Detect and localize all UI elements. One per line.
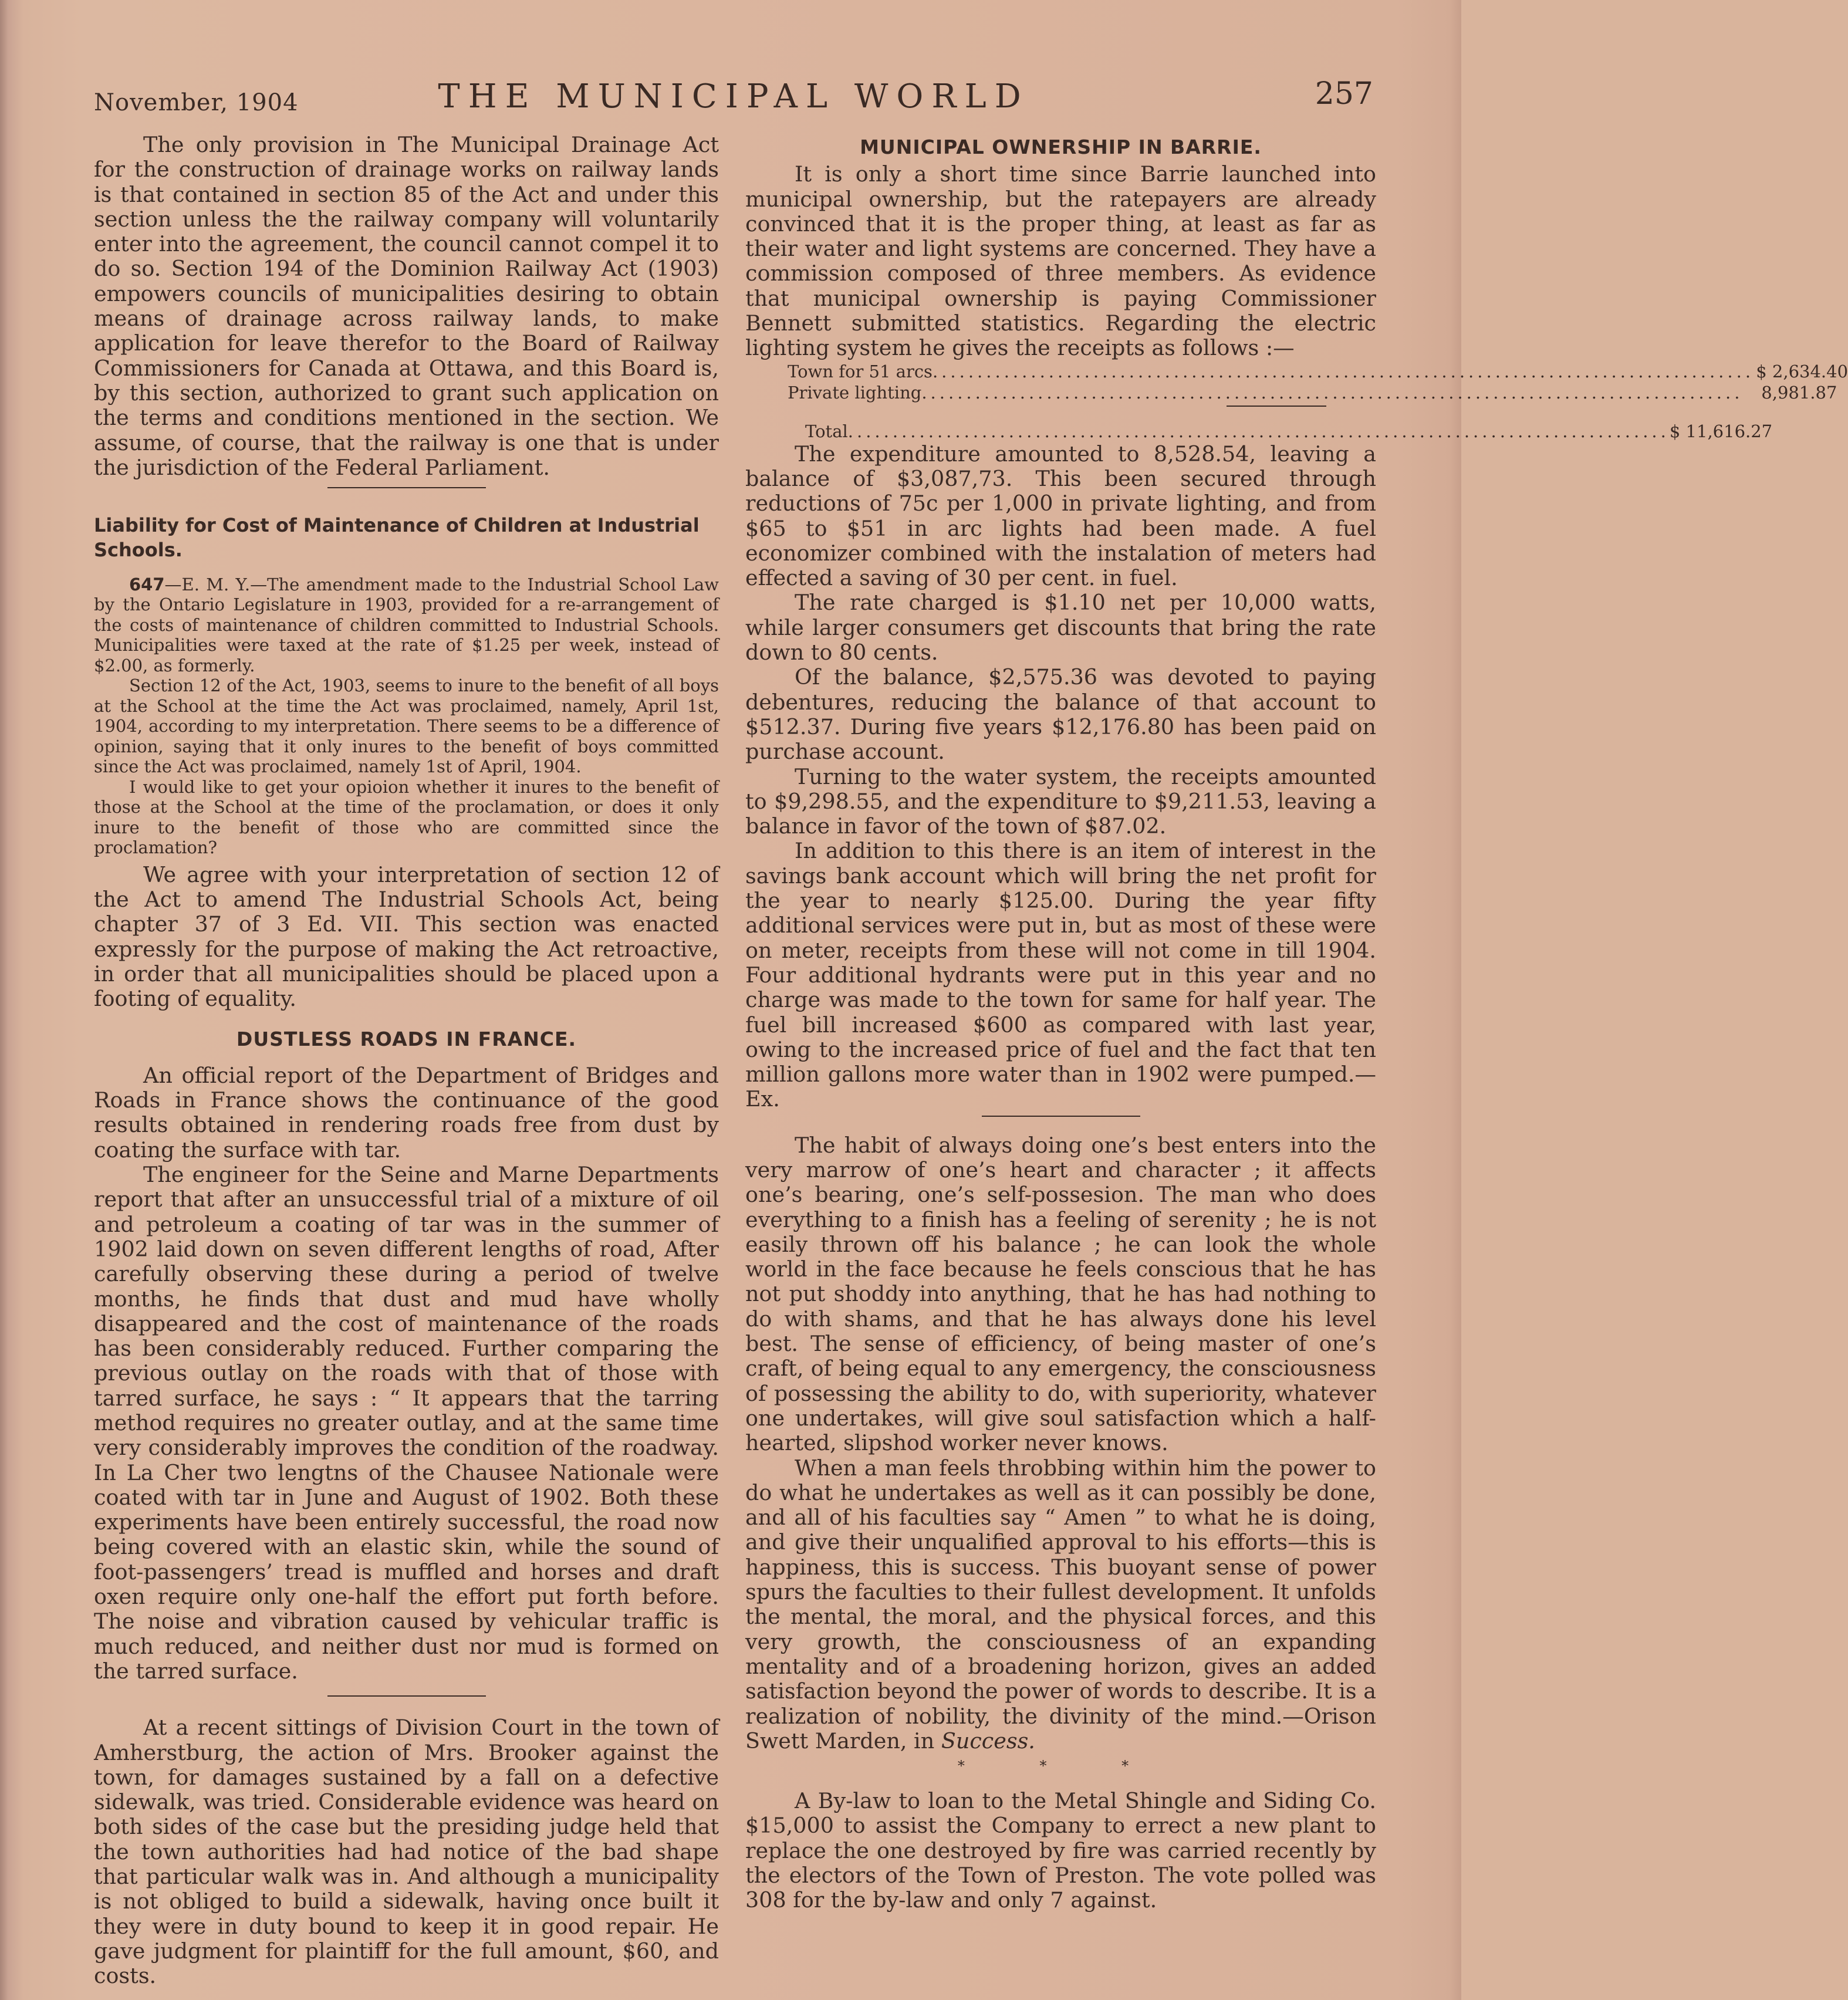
section-divider xyxy=(982,1116,1140,1117)
issue-date: November, 1904 xyxy=(94,89,299,116)
receipt-row: Town for 51 arcs ............................................................................................ $ 2,634.40 xyxy=(788,361,1848,381)
query-paragraph-3: I would like to get your opioion whether it inures to the benefit of those at the School at the time of the proclamation, or does it only inure to the benefit of those who are committed since the proclamation? xyxy=(94,776,719,858)
query-paragraph-2: Section 12 of the Act, 1903, seems to inure to the benefit of all boys at the School at the time the Act was proclaimed, namely, April 1st, 1904, according to my interpretation. There seems to be a difference of opinion, saying that it only inures to the benefit of boys committed since the Act was proclaimed, namely 1st of April, 1904. xyxy=(94,675,719,777)
barrie-paragraph-4: Of the balance, $2,575.36 was devoted to paying debentures, reducing the balance of that account to $512.37. During five years $12,176.80 has been paid on purchase account. xyxy=(745,664,1376,765)
barrie-paragraph-3: The rate charged is $1.10 net per 10,000 watts, while larger consumers get discounts that bring the rate down to 80 cents. xyxy=(745,590,1376,665)
receipt-total-row: Total ............................................................................................ $ 11,616.27 xyxy=(805,421,1773,441)
publication-title: THE MUNICIPAL WORLD xyxy=(438,77,1029,116)
barrie-heading: MUNICIPAL OWNERSHIP IN BARRIE. xyxy=(860,136,1262,158)
section-divider xyxy=(327,1695,486,1697)
reader-query xyxy=(94,575,719,858)
receipt-row: Private lighting ............................................................................................ 8,981.87 xyxy=(788,382,1837,403)
page-number: 257 xyxy=(1315,76,1373,112)
receipts-table xyxy=(788,361,1848,442)
query-paragraph-1: 647—E. M. Y.—The amendment made to the Industrial School Law by the Ontario Legislature in 1903, provided for a re-arrangement of the costs of maintenance of children committed to Industrial Schools. Municipalities were taxed at the rate of $1.25 per week, instead of $2.00, as formerly. xyxy=(94,574,719,675)
barrie-paragraph-6: In addition to this there is an item of interest in the savings bank account which will bring the net profit for the year to nearly $125.00. During the year fifty additional services were put in, but as most of these were on meter, receipts from these will not come in till 1904. Four additional hydrants were put in this year and no charge was made to the town for same for half year. The fuel bill increased $600 as compared with last year, owing to the increased price of fuel and the fact that ten million gallons more water than in 1902 were pumped.—Ex. xyxy=(745,838,1376,1112)
drainage-paragraph: The only provision in The Municipal Drainage Act for the construction of drainage works on railway lands is that contained in section 85 of the Act and under this section unless the the railway company will voluntarily enter into the agreement, the council cannot compel it to do so. Section 194 of the Dominion Railway Act (1903) empowers councils of municipalities desiring to obtain means of drainage across railway lands, to make application for leave therefor to the Board of Railway Commissioners for Canada at Ottawa, and this Board is, by this section, authorized to grant such application on the terms and conditions mentioned in the section. We assume, of course, that the railway is one that is under the jurisdiction of the Federal Parliament. xyxy=(94,132,719,480)
page-header xyxy=(94,73,1373,120)
query-number: 647 xyxy=(129,574,165,594)
barrie-paragraph-1: It is only a short time since Barrie launched into municipal ownership, but the ratepayers are already convinced that it is the proper thing, at least as far as their water and light systems are concerned. They have a commission composed of three members. As evidence that municipal ownership is paying Commissioner Bennett submitted statistics. Regarding the electric lighting system he gives the receipts as follows :— xyxy=(745,161,1376,361)
dustless-paragraph-1: An official report of the Department of Bridges and Roads in France shows the continuance of the good results obtained in rendering roads free from dust by coating the surface with tar. xyxy=(94,1062,719,1163)
source-title: Success. xyxy=(941,1728,1035,1754)
barrie-paragraph-2: The expenditure amounted to 8,528.54, leaving a balance of $3,087,73. This been secured through reductions of 75c per 1,000 in private lighting, and from $65 to $51 in arc lights had been made. A fuel economizer combined with the instalation of meters had effected a saving of 30 per cent. in fuel. xyxy=(745,441,1376,591)
habit-paragraph-2: When a man feels throbbing within him the power to do what he undertakes as well as it can possibly be done, and all of his faculties say “ Amen ” to what he is doing, and give their unqualified approval to his efforts—this is happiness, this is success. This buoyant sense of power spurs the faculties to their fullest development. It unfolds the mental, the moral, and the physical forces, and this very growth, the consciousness of an expanding mentality and of a broadening horizon, gives an added satisfaction beyond the power of words to describe. It is a realization of nobility, the divinity of the mind.—Orison Swett Marden, in Success. xyxy=(745,1455,1376,1754)
liability-heading: Liability for Cost of Maintenance of Children at Industrial Schools. xyxy=(94,514,700,562)
answer-paragraph: We agree with your interpretation of section 12 of the Act to amend The Industrial Schools Act, being chapter 37 of 3 Ed. VII. This section was enacted expressly for the purpose of making the Act retroactive, in order that all municipalities should be placed upon a footing of equality. xyxy=(94,862,719,1012)
dustless-paragraph-2: The engineer for the Seine and Marne Departments report that after an unsuccessful trial of a mixture of oil and petroleum a coating of tar was in the summer of 1902 laid down on seven different lengths of road, After carefully observing these during a period of twelve months, he finds that dust and mud have wholly disappeared and the cost of maintenance of the roads has been considerably reduced. Further comparing the previous outlay on the roads with that of those with tarred surface, he says : “ It appears that the tarring method requires no greater outlay, and at the same time very considerably improves the condition of the roadway. In La Cher two lengtns of the Chausee Nationale were coated with tar in June and August of 1902. Both these experiments have been entirely successful, the road now being covered with an elastic skin, while the sound of foot-passengers’ tread is muffled and horses and draft oxen require only one-half the effort put forth before. The noise and vibration caused by vehicular traffic is much reduced, and neither dust nor mud is formed on the tarred surface. xyxy=(94,1162,719,1684)
amherstburg-paragraph: At a recent sittings of Division Court in the town of Amherstburg, the action of Mrs. Brooker against the town, for damages sustained by a fall on a defective sidewalk, was tried. Considerable evidence was heard on both sides of the case but the presiding judge held that the town authorities had had notice of the bad shape that particular walk was in. And although a municipality is not obliged to build a sidewalk, having once built it they were in duty bound to keep it in good repair. He gave judgment for plaintiff for the full amount, $60, and costs. xyxy=(94,1715,719,1989)
dustless-roads-heading: DUSTLESS ROADS IN FRANCE. xyxy=(236,1027,577,1050)
sum-rule xyxy=(1227,406,1326,407)
right-column xyxy=(745,133,1848,1913)
barrie-paragraph-5: Turning to the water system, the receipts amounted to $9,298.55, and the expenditure to $9,211.53, leaving a balance in favor of the town of $87.02. xyxy=(745,763,1376,839)
section-divider xyxy=(327,487,486,488)
bylaw-paragraph: A By-law to loan to the Metal Shingle and Siding Co. $15,000 to assist the Company to errect a new plant to replace the one destroyed by fire was carried recently by the electors of the Town of Preston. The vote polled was 308 for the by-law and only 7 against. xyxy=(745,1788,1376,1913)
asterism: * * * xyxy=(957,1758,1164,1775)
left-column xyxy=(94,133,719,1989)
habit-paragraph-1: The habit of always doing one’s best enters into the very marrow of one’s heart and character ; it affects one’s bearing, one’s self-possesion. The man who does everything to a finish has a feeling of serenity ; he is not easily thrown off his balance ; he can look the whole world in the face because he feels conscious that he has not put shoddy into anything, that he has had nothing to do with shams, and that he has always done his level best. The sense of efficiency, of being master of one’s craft, of being equal to any emergency, the consciousness of possessing the ability to do, with superiority, whatever one undertakes, will give soul satisfaction which a half-hearted, slipshod worker never knows. xyxy=(745,1132,1376,1456)
